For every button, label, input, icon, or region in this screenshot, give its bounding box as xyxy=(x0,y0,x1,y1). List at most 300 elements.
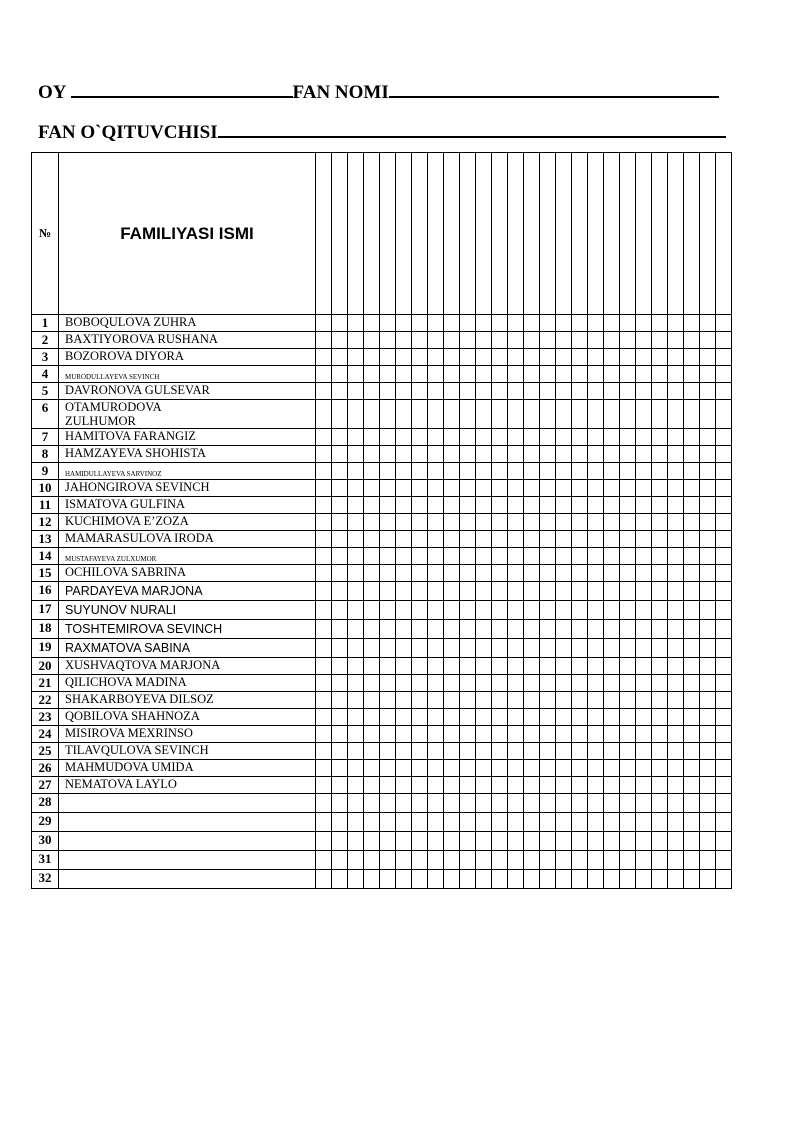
mark-cell[interactable] xyxy=(476,400,492,429)
mark-cell[interactable] xyxy=(412,658,428,675)
mark-cell[interactable] xyxy=(396,383,412,400)
mark-cell[interactable] xyxy=(684,675,700,692)
mark-cell[interactable] xyxy=(620,675,636,692)
mark-cell[interactable] xyxy=(332,601,348,620)
mark-cell[interactable] xyxy=(556,514,572,531)
mark-cell[interactable] xyxy=(572,743,588,760)
mark-cell[interactable] xyxy=(636,349,652,366)
mark-cell[interactable] xyxy=(572,601,588,620)
mark-cell[interactable] xyxy=(636,743,652,760)
mark-cell[interactable] xyxy=(620,565,636,582)
mark-cell[interactable] xyxy=(396,480,412,497)
mark-cell[interactable] xyxy=(668,463,684,480)
mark-cell[interactable] xyxy=(620,429,636,446)
mark-cell[interactable] xyxy=(556,383,572,400)
mark-cell[interactable] xyxy=(540,497,556,514)
mark-cell[interactable] xyxy=(716,514,732,531)
mark-cell[interactable] xyxy=(364,548,380,565)
mark-cell[interactable] xyxy=(412,794,428,813)
mark-cell[interactable] xyxy=(412,429,428,446)
mark-cell[interactable] xyxy=(412,582,428,601)
mark-cell[interactable] xyxy=(716,400,732,429)
mark-cell[interactable] xyxy=(460,315,476,332)
mark-cell[interactable] xyxy=(428,709,444,726)
mark-cell[interactable] xyxy=(332,709,348,726)
mark-cell[interactable] xyxy=(668,429,684,446)
mark-cell[interactable] xyxy=(540,531,556,548)
mark-cell[interactable] xyxy=(332,366,348,383)
mark-cell[interactable] xyxy=(332,726,348,743)
mark-cell[interactable] xyxy=(348,480,364,497)
mark-cell[interactable] xyxy=(716,315,732,332)
mark-cell[interactable] xyxy=(604,463,620,480)
mark-cell[interactable] xyxy=(364,497,380,514)
mark-cell[interactable] xyxy=(364,582,380,601)
mark-cell[interactable] xyxy=(508,514,524,531)
mark-cell[interactable] xyxy=(668,480,684,497)
mark-cell[interactable] xyxy=(412,832,428,851)
mark-cell[interactable] xyxy=(348,548,364,565)
mark-cell[interactable] xyxy=(684,582,700,601)
mark-cell[interactable] xyxy=(556,620,572,639)
mark-cell[interactable] xyxy=(556,813,572,832)
mark-cell[interactable] xyxy=(572,870,588,889)
mark-cell[interactable] xyxy=(508,851,524,870)
mark-header-cell[interactable] xyxy=(412,153,428,315)
mark-cell[interactable] xyxy=(348,429,364,446)
mark-cell[interactable] xyxy=(492,332,508,349)
mark-cell[interactable] xyxy=(380,870,396,889)
mark-cell[interactable] xyxy=(396,743,412,760)
mark-cell[interactable] xyxy=(572,400,588,429)
mark-header-cell[interactable] xyxy=(508,153,524,315)
mark-cell[interactable] xyxy=(364,675,380,692)
mark-cell[interactable] xyxy=(460,480,476,497)
mark-cell[interactable] xyxy=(460,582,476,601)
mark-cell[interactable] xyxy=(508,675,524,692)
mark-cell[interactable] xyxy=(620,726,636,743)
mark-cell[interactable] xyxy=(636,497,652,514)
mark-cell[interactable] xyxy=(460,777,476,794)
mark-cell[interactable] xyxy=(668,383,684,400)
mark-cell[interactable] xyxy=(700,813,716,832)
mark-cell[interactable] xyxy=(380,480,396,497)
mark-cell[interactable] xyxy=(476,813,492,832)
mark-cell[interactable] xyxy=(556,777,572,794)
mark-cell[interactable] xyxy=(540,794,556,813)
mark-header-cell[interactable] xyxy=(476,153,492,315)
mark-cell[interactable] xyxy=(380,315,396,332)
mark-cell[interactable] xyxy=(652,366,668,383)
mark-cell[interactable] xyxy=(332,332,348,349)
mark-cell[interactable] xyxy=(444,601,460,620)
mark-cell[interactable] xyxy=(348,446,364,463)
mark-cell[interactable] xyxy=(396,463,412,480)
mark-cell[interactable] xyxy=(700,531,716,548)
mark-cell[interactable] xyxy=(476,514,492,531)
mark-cell[interactable] xyxy=(412,400,428,429)
mark-cell[interactable] xyxy=(572,383,588,400)
mark-cell[interactable] xyxy=(460,832,476,851)
mark-cell[interactable] xyxy=(316,726,332,743)
mark-cell[interactable] xyxy=(556,315,572,332)
mark-cell[interactable] xyxy=(604,639,620,658)
mark-cell[interactable] xyxy=(348,315,364,332)
mark-cell[interactable] xyxy=(460,709,476,726)
mark-cell[interactable] xyxy=(380,463,396,480)
mark-cell[interactable] xyxy=(396,349,412,366)
mark-cell[interactable] xyxy=(572,565,588,582)
mark-cell[interactable] xyxy=(524,383,540,400)
mark-cell[interactable] xyxy=(492,743,508,760)
mark-cell[interactable] xyxy=(380,620,396,639)
mark-cell[interactable] xyxy=(476,446,492,463)
mark-cell[interactable] xyxy=(348,639,364,658)
mark-cell[interactable] xyxy=(492,851,508,870)
mark-cell[interactable] xyxy=(476,794,492,813)
mark-cell[interactable] xyxy=(396,777,412,794)
mark-cell[interactable] xyxy=(588,565,604,582)
mark-cell[interactable] xyxy=(428,315,444,332)
mark-cell[interactable] xyxy=(316,349,332,366)
mark-cell[interactable] xyxy=(652,463,668,480)
mark-cell[interactable] xyxy=(524,463,540,480)
mark-cell[interactable] xyxy=(476,582,492,601)
mark-cell[interactable] xyxy=(652,692,668,709)
mark-cell[interactable] xyxy=(700,514,716,531)
mark-cell[interactable] xyxy=(620,497,636,514)
mark-cell[interactable] xyxy=(364,366,380,383)
mark-cell[interactable] xyxy=(540,565,556,582)
mark-cell[interactable] xyxy=(412,548,428,565)
mark-cell[interactable] xyxy=(460,497,476,514)
mark-cell[interactable] xyxy=(668,743,684,760)
mark-cell[interactable] xyxy=(524,548,540,565)
mark-cell[interactable] xyxy=(508,582,524,601)
mark-cell[interactable] xyxy=(636,315,652,332)
mark-cell[interactable] xyxy=(716,777,732,794)
mark-cell[interactable] xyxy=(684,870,700,889)
mark-cell[interactable] xyxy=(476,497,492,514)
mark-header-cell[interactable] xyxy=(524,153,540,315)
mark-cell[interactable] xyxy=(508,565,524,582)
mark-cell[interactable] xyxy=(348,531,364,548)
mark-cell[interactable] xyxy=(620,851,636,870)
mark-cell[interactable] xyxy=(652,400,668,429)
mark-cell[interactable] xyxy=(684,760,700,777)
mark-cell[interactable] xyxy=(444,726,460,743)
mark-cell[interactable] xyxy=(620,514,636,531)
mark-cell[interactable] xyxy=(460,620,476,639)
mark-cell[interactable] xyxy=(604,582,620,601)
mark-cell[interactable] xyxy=(428,366,444,383)
mark-cell[interactable] xyxy=(492,832,508,851)
mark-cell[interactable] xyxy=(332,429,348,446)
mark-cell[interactable] xyxy=(620,332,636,349)
mark-cell[interactable] xyxy=(476,777,492,794)
mark-cell[interactable] xyxy=(524,620,540,639)
mark-cell[interactable] xyxy=(588,813,604,832)
mark-cell[interactable] xyxy=(556,366,572,383)
mark-cell[interactable] xyxy=(412,315,428,332)
mark-cell[interactable] xyxy=(700,832,716,851)
mark-cell[interactable] xyxy=(492,601,508,620)
mark-cell[interactable] xyxy=(620,639,636,658)
mark-cell[interactable] xyxy=(668,813,684,832)
mark-cell[interactable] xyxy=(444,658,460,675)
mark-cell[interactable] xyxy=(652,383,668,400)
mark-cell[interactable] xyxy=(556,400,572,429)
mark-cell[interactable] xyxy=(524,639,540,658)
mark-cell[interactable] xyxy=(428,760,444,777)
mark-cell[interactable] xyxy=(348,463,364,480)
mark-cell[interactable] xyxy=(364,851,380,870)
mark-cell[interactable] xyxy=(428,429,444,446)
mark-cell[interactable] xyxy=(668,760,684,777)
mark-cell[interactable] xyxy=(428,548,444,565)
mark-cell[interactable] xyxy=(316,620,332,639)
mark-cell[interactable] xyxy=(604,760,620,777)
mark-cell[interactable] xyxy=(364,400,380,429)
mark-cell[interactable] xyxy=(700,383,716,400)
mark-cell[interactable] xyxy=(364,620,380,639)
mark-cell[interactable] xyxy=(476,463,492,480)
mark-cell[interactable] xyxy=(396,400,412,429)
mark-cell[interactable] xyxy=(396,548,412,565)
mark-cell[interactable] xyxy=(684,639,700,658)
mark-cell[interactable] xyxy=(620,601,636,620)
mark-cell[interactable] xyxy=(684,794,700,813)
mark-cell[interactable] xyxy=(460,813,476,832)
mark-cell[interactable] xyxy=(476,851,492,870)
mark-cell[interactable] xyxy=(716,531,732,548)
mark-cell[interactable] xyxy=(684,692,700,709)
mark-cell[interactable] xyxy=(620,658,636,675)
mark-cell[interactable] xyxy=(556,332,572,349)
mark-cell[interactable] xyxy=(332,760,348,777)
mark-cell[interactable] xyxy=(588,548,604,565)
mark-cell[interactable] xyxy=(540,315,556,332)
mark-cell[interactable] xyxy=(316,383,332,400)
mark-cell[interactable] xyxy=(716,332,732,349)
mark-cell[interactable] xyxy=(476,531,492,548)
mark-cell[interactable] xyxy=(652,870,668,889)
mark-cell[interactable] xyxy=(332,400,348,429)
mark-cell[interactable] xyxy=(444,582,460,601)
mark-cell[interactable] xyxy=(492,675,508,692)
mark-cell[interactable] xyxy=(540,777,556,794)
mark-cell[interactable] xyxy=(540,548,556,565)
mark-cell[interactable] xyxy=(348,870,364,889)
mark-cell[interactable] xyxy=(572,813,588,832)
mark-cell[interactable] xyxy=(444,639,460,658)
mark-cell[interactable] xyxy=(316,497,332,514)
mark-cell[interactable] xyxy=(668,531,684,548)
mark-cell[interactable] xyxy=(508,548,524,565)
mark-cell[interactable] xyxy=(316,639,332,658)
mark-cell[interactable] xyxy=(652,429,668,446)
mark-cell[interactable] xyxy=(684,743,700,760)
mark-cell[interactable] xyxy=(700,601,716,620)
mark-cell[interactable] xyxy=(556,726,572,743)
mark-cell[interactable] xyxy=(668,349,684,366)
mark-cell[interactable] xyxy=(620,709,636,726)
mark-cell[interactable] xyxy=(364,446,380,463)
mark-cell[interactable] xyxy=(524,760,540,777)
mark-cell[interactable] xyxy=(316,760,332,777)
mark-cell[interactable] xyxy=(380,675,396,692)
mark-cell[interactable] xyxy=(524,332,540,349)
mark-cell[interactable] xyxy=(588,366,604,383)
mark-cell[interactable] xyxy=(572,332,588,349)
mark-cell[interactable] xyxy=(636,709,652,726)
mark-header-cell[interactable] xyxy=(332,153,348,315)
mark-cell[interactable] xyxy=(396,832,412,851)
mark-cell[interactable] xyxy=(604,601,620,620)
mark-cell[interactable] xyxy=(652,832,668,851)
mark-cell[interactable] xyxy=(364,658,380,675)
mark-cell[interactable] xyxy=(620,582,636,601)
mark-cell[interactable] xyxy=(492,760,508,777)
mark-cell[interactable] xyxy=(332,582,348,601)
mark-cell[interactable] xyxy=(364,565,380,582)
mark-cell[interactable] xyxy=(460,794,476,813)
mark-cell[interactable] xyxy=(652,315,668,332)
mark-cell[interactable] xyxy=(668,582,684,601)
mark-cell[interactable] xyxy=(508,366,524,383)
mark-cell[interactable] xyxy=(572,692,588,709)
mark-cell[interactable] xyxy=(540,383,556,400)
mark-cell[interactable] xyxy=(604,813,620,832)
mark-cell[interactable] xyxy=(652,709,668,726)
mark-cell[interactable] xyxy=(492,548,508,565)
mark-cell[interactable] xyxy=(572,709,588,726)
mark-cell[interactable] xyxy=(604,832,620,851)
mark-cell[interactable] xyxy=(540,332,556,349)
mark-cell[interactable] xyxy=(460,565,476,582)
mark-cell[interactable] xyxy=(700,870,716,889)
mark-cell[interactable] xyxy=(652,813,668,832)
mark-cell[interactable] xyxy=(412,514,428,531)
mark-cell[interactable] xyxy=(332,565,348,582)
mark-cell[interactable] xyxy=(428,565,444,582)
mark-cell[interactable] xyxy=(652,497,668,514)
mark-cell[interactable] xyxy=(668,315,684,332)
mark-cell[interactable] xyxy=(620,366,636,383)
mark-cell[interactable] xyxy=(412,601,428,620)
mark-cell[interactable] xyxy=(348,601,364,620)
mark-cell[interactable] xyxy=(316,315,332,332)
mark-cell[interactable] xyxy=(700,332,716,349)
mark-cell[interactable] xyxy=(332,315,348,332)
mark-cell[interactable] xyxy=(380,760,396,777)
mark-cell[interactable] xyxy=(444,548,460,565)
mark-cell[interactable] xyxy=(508,349,524,366)
mark-cell[interactable] xyxy=(636,332,652,349)
mark-cell[interactable] xyxy=(604,620,620,639)
mark-cell[interactable] xyxy=(652,620,668,639)
mark-cell[interactable] xyxy=(492,383,508,400)
mark-cell[interactable] xyxy=(364,726,380,743)
mark-cell[interactable] xyxy=(636,531,652,548)
mark-cell[interactable] xyxy=(620,446,636,463)
mark-cell[interactable] xyxy=(428,332,444,349)
mark-cell[interactable] xyxy=(588,480,604,497)
mark-cell[interactable] xyxy=(444,429,460,446)
mark-cell[interactable] xyxy=(460,639,476,658)
mark-cell[interactable] xyxy=(716,870,732,889)
mark-cell[interactable] xyxy=(412,777,428,794)
mark-cell[interactable] xyxy=(684,832,700,851)
mark-header-cell[interactable] xyxy=(428,153,444,315)
mark-cell[interactable] xyxy=(396,446,412,463)
mark-cell[interactable] xyxy=(572,777,588,794)
mark-cell[interactable] xyxy=(556,429,572,446)
mark-cell[interactable] xyxy=(636,639,652,658)
mark-cell[interactable] xyxy=(604,531,620,548)
mark-cell[interactable] xyxy=(364,315,380,332)
mark-cell[interactable] xyxy=(492,366,508,383)
mark-cell[interactable] xyxy=(700,639,716,658)
mark-cell[interactable] xyxy=(652,675,668,692)
mark-cell[interactable] xyxy=(332,851,348,870)
mark-cell[interactable] xyxy=(604,692,620,709)
mark-cell[interactable] xyxy=(524,400,540,429)
mark-cell[interactable] xyxy=(604,514,620,531)
mark-cell[interactable] xyxy=(364,709,380,726)
mark-cell[interactable] xyxy=(364,760,380,777)
mark-cell[interactable] xyxy=(636,548,652,565)
mark-cell[interactable] xyxy=(428,480,444,497)
mark-cell[interactable] xyxy=(716,675,732,692)
mark-cell[interactable] xyxy=(604,743,620,760)
mark-cell[interactable] xyxy=(444,514,460,531)
mark-cell[interactable] xyxy=(332,548,348,565)
mark-cell[interactable] xyxy=(668,565,684,582)
mark-cell[interactable] xyxy=(620,760,636,777)
mark-cell[interactable] xyxy=(668,794,684,813)
mark-cell[interactable] xyxy=(556,709,572,726)
mark-cell[interactable] xyxy=(556,463,572,480)
mark-cell[interactable] xyxy=(364,480,380,497)
mark-cell[interactable] xyxy=(460,675,476,692)
mark-cell[interactable] xyxy=(524,480,540,497)
mark-cell[interactable] xyxy=(668,709,684,726)
mark-cell[interactable] xyxy=(716,601,732,620)
mark-header-cell[interactable] xyxy=(684,153,700,315)
mark-cell[interactable] xyxy=(540,463,556,480)
mark-cell[interactable] xyxy=(604,658,620,675)
mark-cell[interactable] xyxy=(476,639,492,658)
mark-cell[interactable] xyxy=(444,851,460,870)
mark-cell[interactable] xyxy=(332,383,348,400)
mark-cell[interactable] xyxy=(524,675,540,692)
mark-cell[interactable] xyxy=(524,565,540,582)
mark-cell[interactable] xyxy=(492,794,508,813)
mark-cell[interactable] xyxy=(476,332,492,349)
mark-cell[interactable] xyxy=(332,463,348,480)
mark-cell[interactable] xyxy=(380,777,396,794)
mark-cell[interactable] xyxy=(380,658,396,675)
mark-cell[interactable] xyxy=(524,658,540,675)
mark-cell[interactable] xyxy=(444,620,460,639)
mark-cell[interactable] xyxy=(524,726,540,743)
mark-cell[interactable] xyxy=(492,726,508,743)
mark-cell[interactable] xyxy=(556,832,572,851)
mark-cell[interactable] xyxy=(380,446,396,463)
mark-cell[interactable] xyxy=(396,675,412,692)
mark-cell[interactable] xyxy=(396,514,412,531)
